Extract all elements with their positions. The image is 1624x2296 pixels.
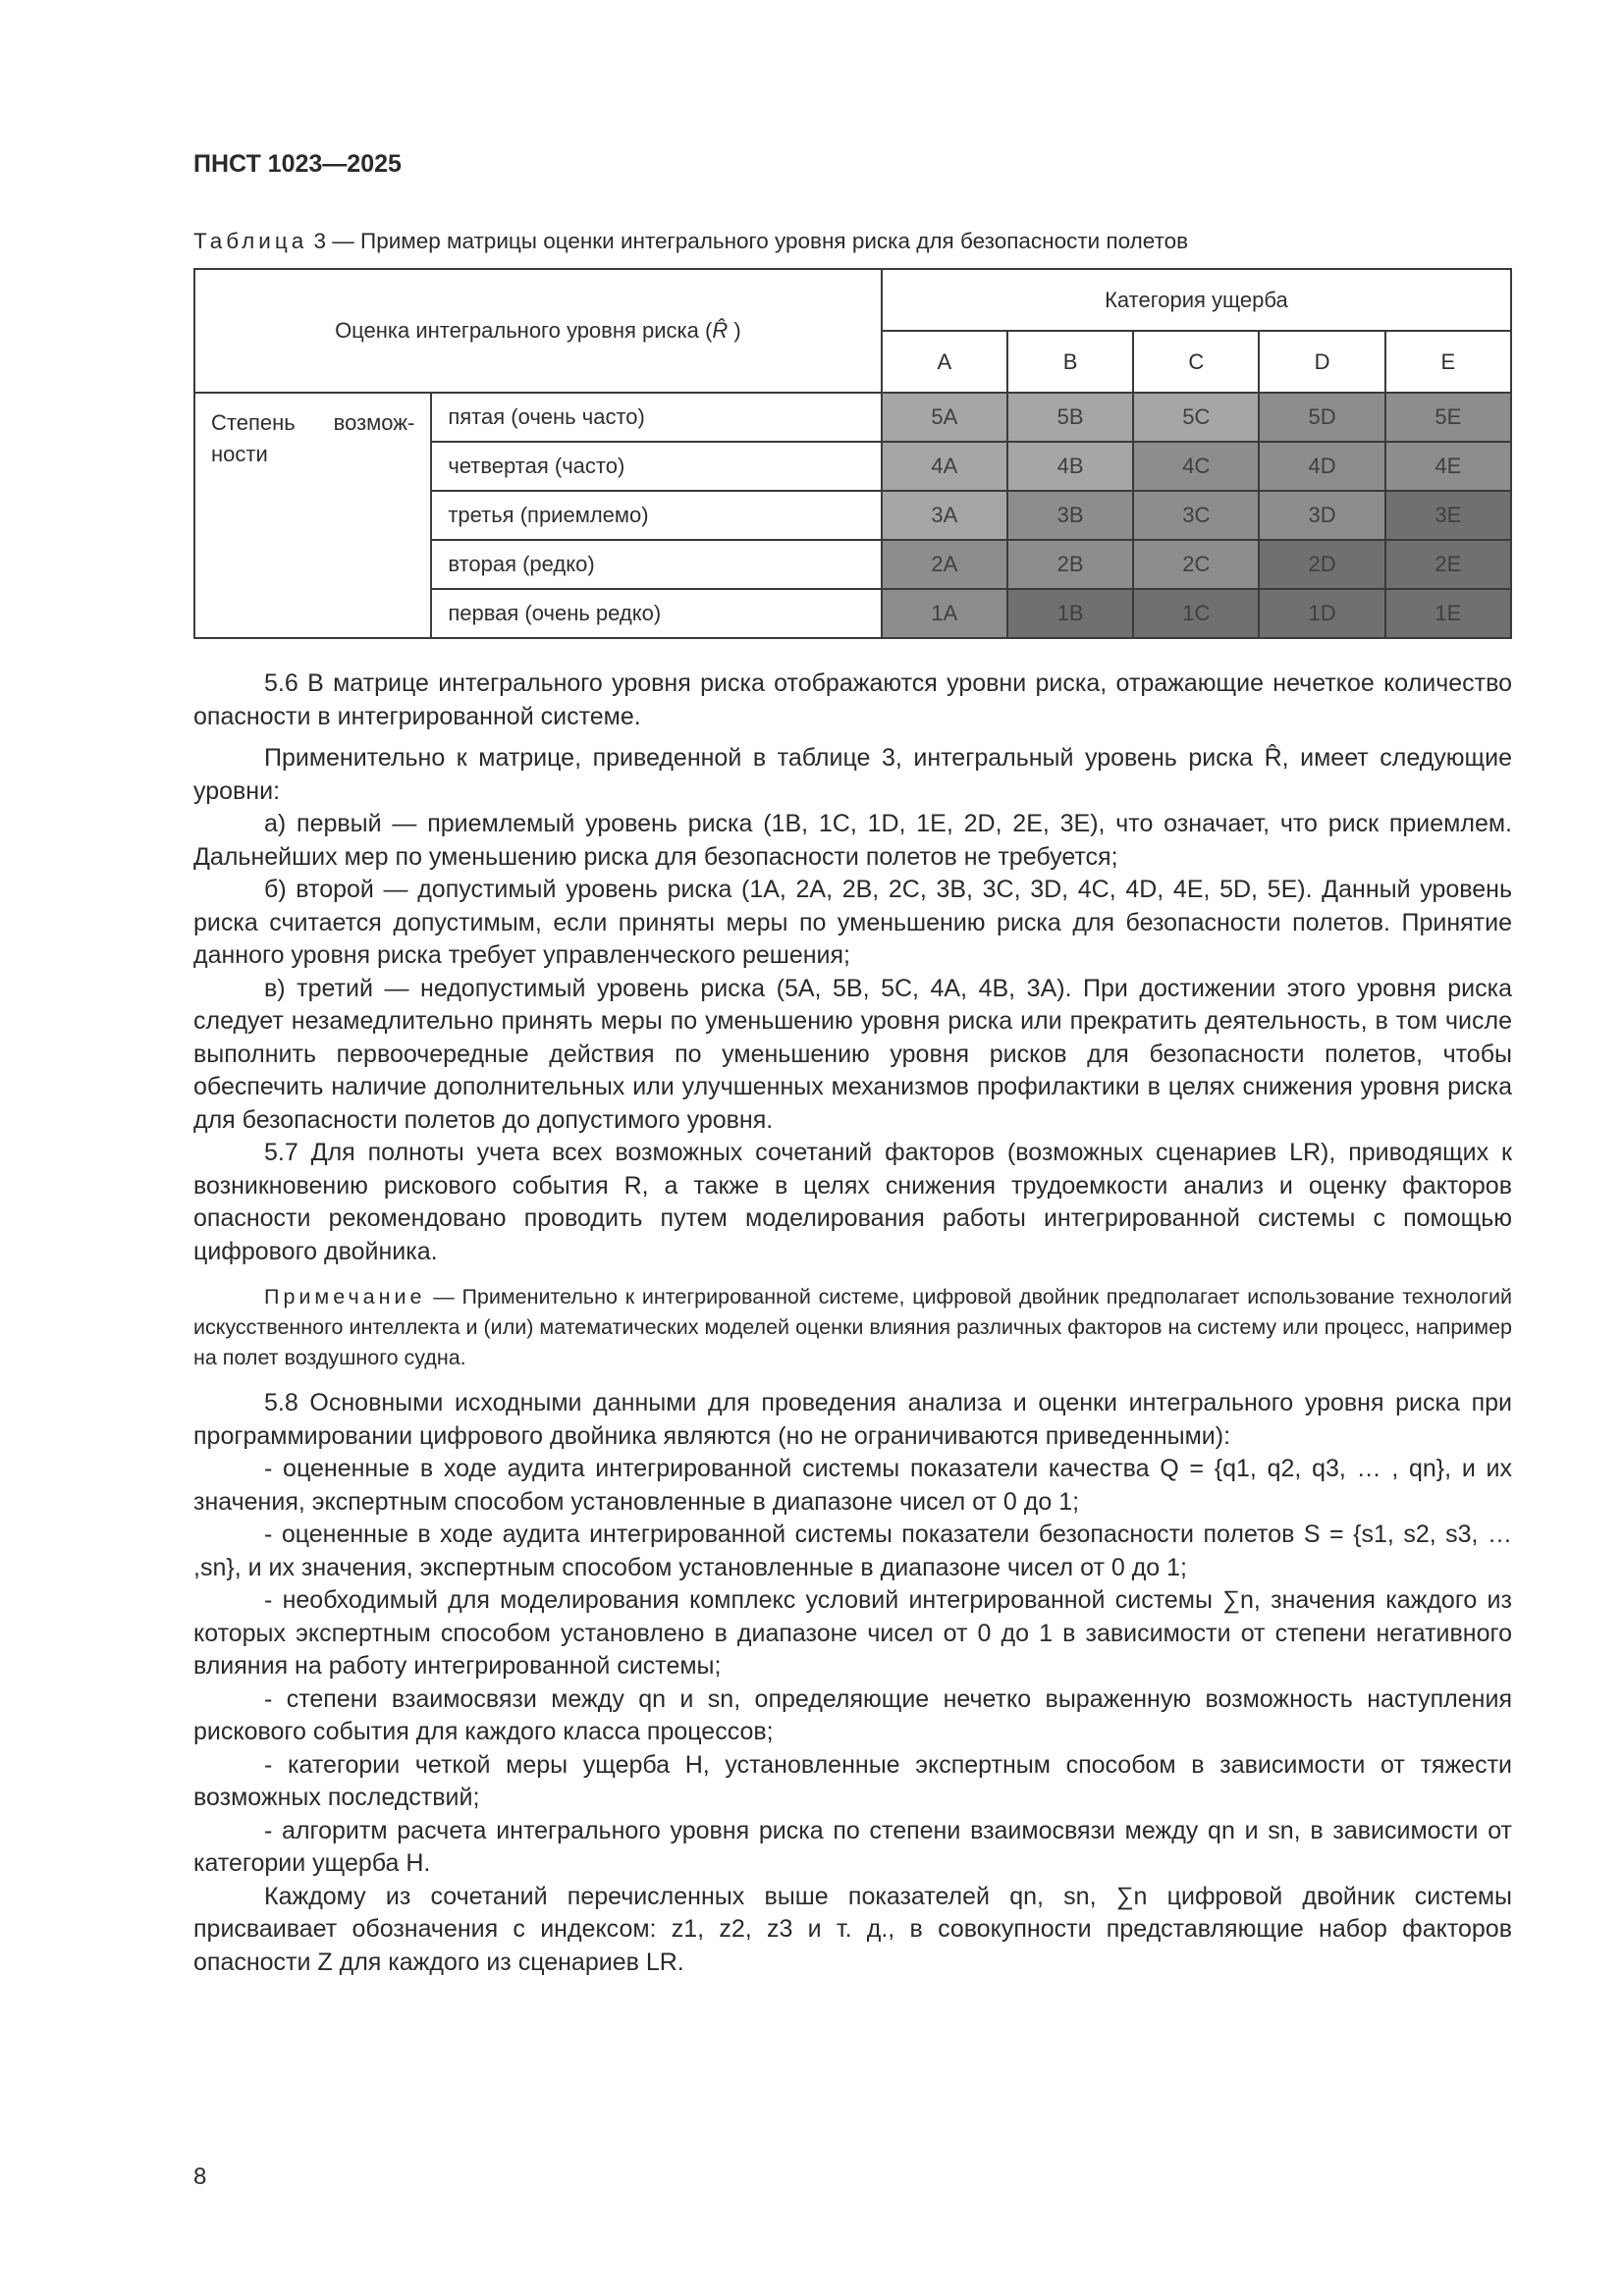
paragraph-5-8: 5.8 Основными исходными данными для проведения анализа и оценки интегрального уровня риска при программировании цифрового двойника являются (но не ограничиваются приведенными):: [193, 1389, 1512, 1450]
column-header-e: E: [1385, 331, 1511, 393]
risk-assessment-header: Оценка интегрального уровня риска (R̂ ): [194, 269, 882, 393]
list-item: - категории четкой меры ущерба H, установленные экспертным способом в зависимости от тяжести возможных последствий;: [193, 1750, 1512, 1811]
row-label: пятая (очень часто): [431, 393, 881, 442]
matrix-cell: 4A: [882, 442, 1007, 491]
matrix-cell: 2E: [1385, 540, 1511, 589]
matrix-cell: 3E: [1385, 491, 1511, 540]
body-text: [193, 667, 1512, 1979]
note: [193, 1282, 1512, 1373]
column-header-a: A: [882, 331, 1007, 393]
table-caption-label: Таблица: [193, 229, 308, 253]
matrix-cell: 2A: [882, 540, 1007, 589]
likelihood-group-header: Степень возмож-ности: [194, 393, 431, 638]
matrix-cell: 5B: [1007, 393, 1133, 442]
column-header-d: D: [1259, 331, 1384, 393]
matrix-cell: 3D: [1259, 491, 1384, 540]
column-header-b: B: [1007, 331, 1133, 393]
paragraph-risk-levels: Применительно к матрице, приведенной в таблице 3, интегральный уровень риска R̂, имеет следующие уровни:: [193, 744, 1512, 805]
matrix-cell: 1A: [882, 589, 1007, 638]
matrix-cell: 4D: [1259, 442, 1384, 491]
list-item-c: в) третий — недопустимый уровень риска (5A, 5B, 5C, 4A, 4B, 3A). При достижении этого уровня риска следует незамедлительно принять меры по уменьшению уровня риска или прекратить деятельность, в том числе выполнить первоочередные действия по уменьшению уровня рисков для безопасности полетов, чтобы обеспечить наличие дополнительных или улучшенных механизмов профилактики в целях снижения уровня риска для безопасности полетов до допустимого уровня.: [193, 974, 1512, 1134]
column-header-c: C: [1133, 331, 1259, 393]
matrix-cell: 3B: [1007, 491, 1133, 540]
page-number: 8: [193, 2163, 207, 2190]
matrix-cell: 4B: [1007, 442, 1133, 491]
matrix-cell: 5D: [1259, 393, 1384, 442]
matrix-cell: 1B: [1007, 589, 1133, 638]
matrix-cell: 2B: [1007, 540, 1133, 589]
matrix-cell: 2D: [1259, 540, 1384, 589]
matrix-cell: 5E: [1385, 393, 1511, 442]
matrix-cell: 1C: [1133, 589, 1259, 638]
matrix-cell: 2C: [1133, 540, 1259, 589]
table-caption-text: 3 — Пример матрицы оценки интегрального уровня риска для безопасности полетов: [313, 229, 1189, 253]
list-item: - оцененные в ходе аудита интегрированной системы показатели качества Q = {q1, q2, q3, … , qn}, и их значения, экспертным способом установленные в диапазоне чисел от 0 до 1;: [193, 1455, 1512, 1516]
list-item-b: б) второй — допустимый уровень риска (1A, 2A, 2B, 2C, 3B, 3C, 3D, 4C, 4D, 4E, 5D, 5E). Данный уровень риска считается допустимым, если приняты меры по уменьшению риска для безопасности полетов. Принятие данного уровня риска требует управленческого решения;: [193, 876, 1512, 969]
list-item: - алгоритм расчета интегрального уровня риска по степени взаимосвязи между qn и sn, в зависимости от категории ущерба H.: [193, 1816, 1512, 1877]
list-item: - необходимый для моделирования комплекс условий интегрированной системы ∑n, значения каждого из которых экспертным способом установлено в диапазоне чисел от 0 до 1 в зависимости от степени негативного влияния на работу интегрированной системы;: [193, 1586, 1512, 1680]
list-item: - оцененные в ходе аудита интегрированной системы показатели безопасности полетов S = {s1, s2, s3, … ,sn}, и их значения, экспертным способом установленные в диапазоне чисел от 0 до 1;: [193, 1521, 1512, 1581]
table-row: [194, 393, 1511, 442]
matrix-cell: 3C: [1133, 491, 1259, 540]
list-item-a: а) первый — приемлемый уровень риска (1B, 1C, 1D, 1E, 2D, 2E, 3E), что означает, что риск приемлем. Дальнейших мер по уменьшению риска для безопасности полетов не требуется;: [193, 810, 1512, 871]
matrix-cell: 4E: [1385, 442, 1511, 491]
matrix-cell: 3A: [882, 491, 1007, 540]
matrix-cell: 1D: [1259, 589, 1384, 638]
matrix-cell: 5C: [1133, 393, 1259, 442]
matrix-cell: 4C: [1133, 442, 1259, 491]
row-label: третья (приемлемо): [431, 491, 881, 540]
matrix-cell: 5A: [882, 393, 1007, 442]
paragraph-scenarios: Каждому из сочетаний перечисленных выше показателей qn, sn, ∑n цифровой двойник системы присваивает обозначения с индексом: z1, z2, z3 и т. д., в совокупности представляющие набор факторов опасности Z для каждого из сценариев LR.: [193, 1882, 1512, 1976]
risk-matrix-table: [193, 268, 1512, 639]
note-label: Примечание: [264, 1285, 426, 1308]
list-item: - степени взаимосвязи между qn и sn, определяющие нечетко выраженную возможность наступления рискового события для каждого класса процессов;: [193, 1684, 1512, 1745]
row-label: четвертая (часто): [431, 442, 881, 491]
paragraph-5-7: 5.7 Для полноты учета всех возможных сочетаний факторов (возможных сценариев LR), приводящих к возникновению рискового события R, а также в целях снижения трудоемкости анализ и оценку факторов опасности рекомендовано проводить путем моделирования работы интегрированной системы с помощью цифрового двойника.: [193, 1139, 1512, 1265]
table-caption: [193, 229, 1188, 254]
note-text: — Применительно к интегрированной системе, цифровой двойник предполагает использование технологий искусственного интеллекта и (или) математических моделей оценки влияния различных факторов на систему или процесс, например на полет воздушного судна.: [193, 1285, 1512, 1369]
row-label: первая (очень редко): [431, 589, 881, 638]
damage-category-header: Категория ущерба: [882, 269, 1511, 331]
paragraph-5-6: 5.6 В матрице интегрального уровня риска отображаются уровни риска, отражающие нечеткое количество опасности в интегрированной системе.: [193, 669, 1512, 730]
document-code: ПНСТ 1023—2025: [193, 150, 402, 178]
row-label: вторая (редко): [431, 540, 881, 589]
matrix-cell: 1E: [1385, 589, 1511, 638]
